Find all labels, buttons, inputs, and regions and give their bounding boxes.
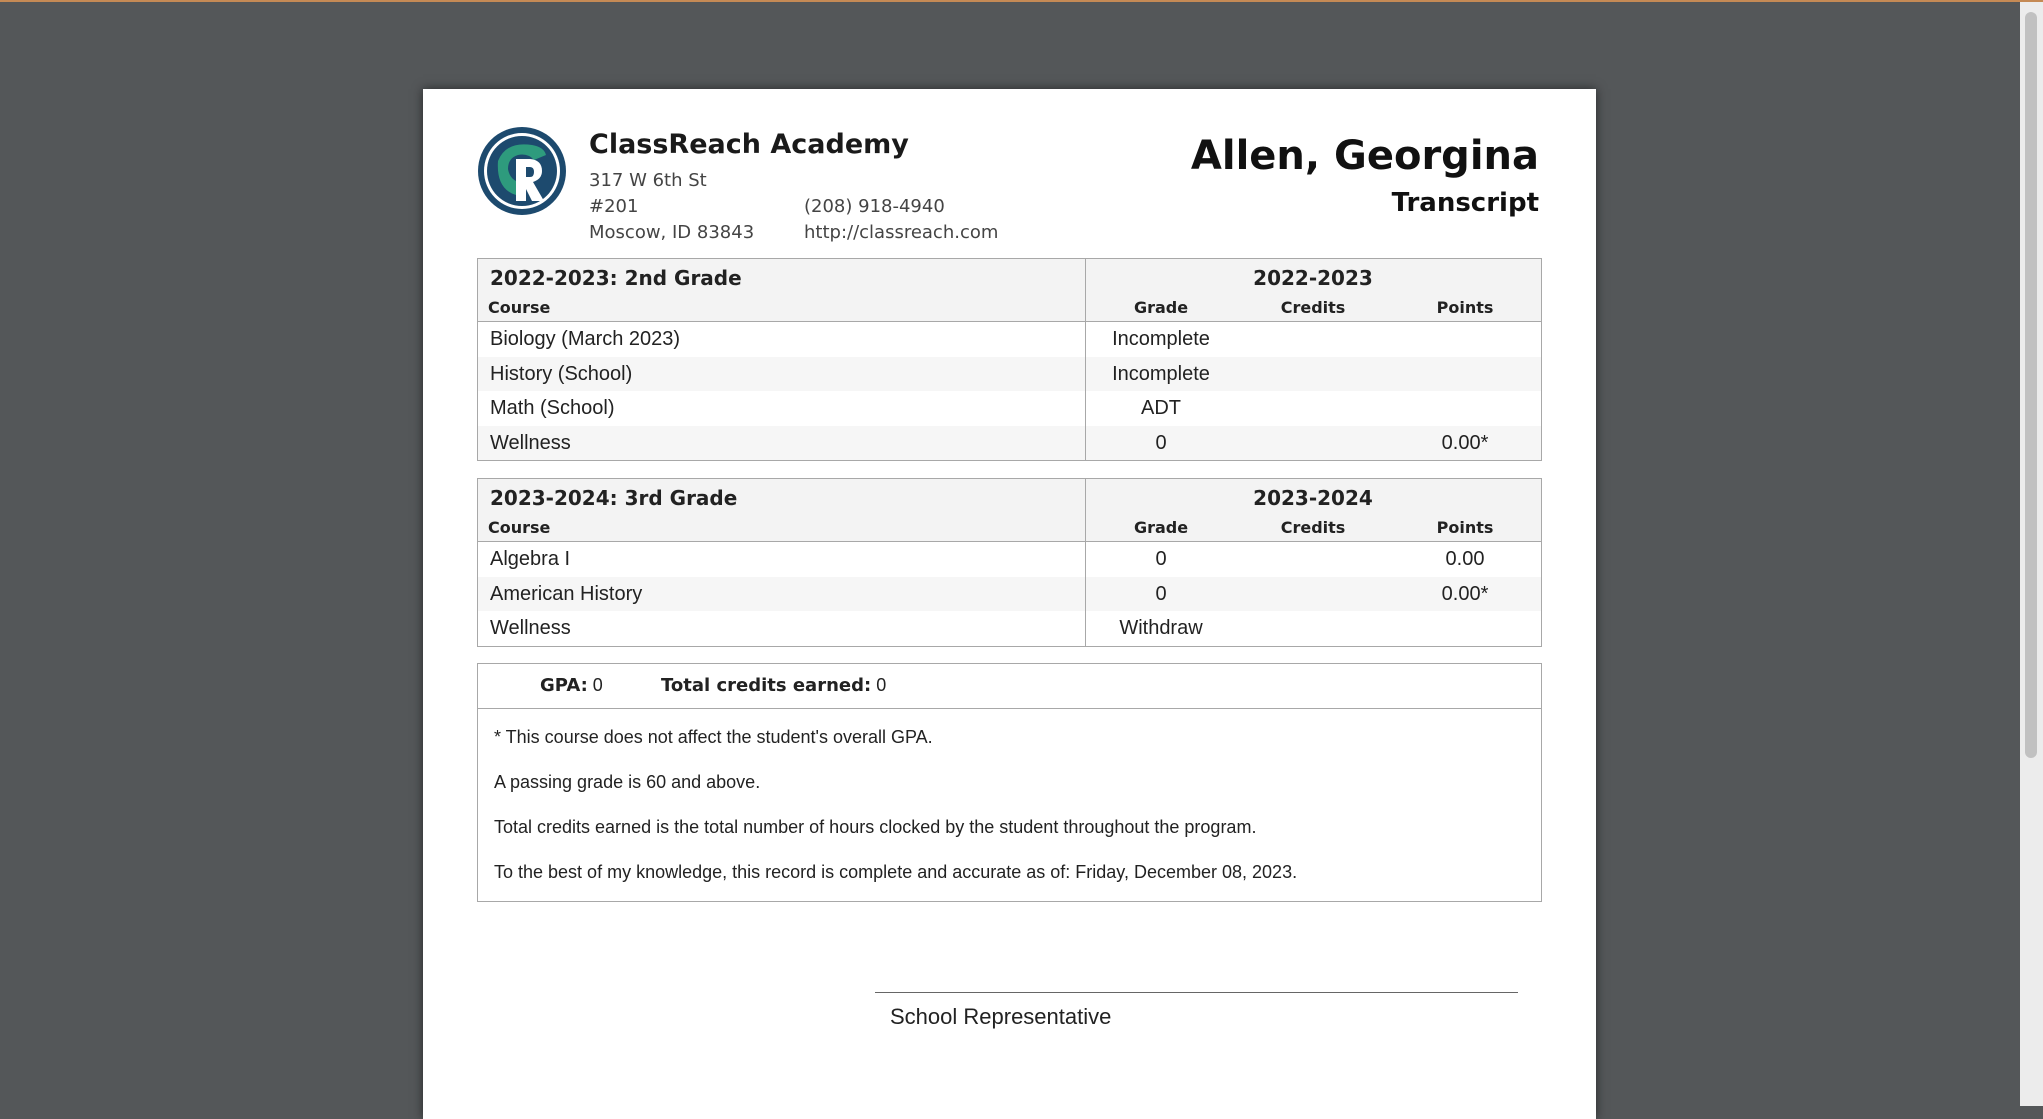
column-divider: [1085, 259, 1086, 460]
course-points: 0.00*: [1441, 582, 1489, 605]
table-row: [478, 542, 1541, 577]
summary-totals: [478, 664, 1541, 709]
course-grade: ADT: [1141, 397, 1181, 419]
course-grade: 0: [1155, 431, 1167, 454]
table-row: [478, 357, 1541, 392]
course-credits: [1237, 542, 1389, 577]
course-name: Algebra I: [490, 548, 571, 570]
school-phone: (208) 918-4940: [804, 196, 945, 217]
course-grade: 0: [1155, 582, 1167, 605]
school-address-line-1: 317 W 6th St: [589, 170, 707, 191]
course-credits: [1237, 426, 1389, 461]
year-section-title: 2023-2024: 3rd Grade: [490, 486, 738, 510]
school-website: http://classreach.com: [804, 222, 999, 243]
transcript-summary: [477, 663, 1542, 902]
total-credits-label: Total credits earned:: [661, 675, 872, 696]
course-credits: [1237, 611, 1389, 646]
points-column-header: Points: [1436, 298, 1494, 317]
course-credits: [1237, 322, 1389, 357]
total-credits-value: 0: [876, 675, 887, 695]
course-name: History (School): [490, 362, 633, 385]
scrollbar-thumb[interactable]: [2025, 12, 2037, 758]
document-title: Transcript: [1391, 188, 1539, 218]
gpa-label: GPA:: [540, 675, 588, 696]
grade-column-header: Grade: [1133, 518, 1189, 537]
window-top-border: [0, 0, 2043, 2]
school-logo-icon: [476, 125, 568, 217]
year-table-2022-2023: [477, 258, 1542, 461]
year-table-2023-2024: [477, 478, 1542, 647]
passing-grade-note: A passing grade is 60 and above.: [494, 772, 761, 792]
course-name: American History: [490, 582, 643, 605]
course-grade: Incomplete: [1112, 362, 1210, 385]
course-name: Wellness: [490, 617, 571, 639]
school-year-header: 2022-2023: [1253, 266, 1373, 290]
certification-note: To the best of my knowledge, this record is complete and accurate as of: Friday, December 08, 2023.: [494, 862, 1298, 882]
signature-label: School Representative: [890, 1004, 1112, 1029]
school-address-line-2: #201: [589, 196, 639, 217]
course-name: Wellness: [490, 431, 571, 454]
transcript-page: [423, 89, 1596, 1119]
course-points: 0.00: [1445, 548, 1485, 570]
course-grade: 0: [1155, 548, 1167, 570]
course-credits: [1237, 357, 1389, 392]
gpa-value: 0: [592, 675, 603, 695]
gpa-footnote: * This course does not affect the student's overall GPA.: [494, 727, 933, 747]
course-credits: [1237, 577, 1389, 612]
year-table-header: [478, 259, 1541, 322]
student-name: Allen, Georgina: [1190, 133, 1539, 179]
total-credits-summary: [661, 675, 886, 696]
course-grade: Withdraw: [1119, 617, 1203, 639]
table-row: [478, 426, 1541, 461]
course-points: [1389, 357, 1541, 392]
course-name: Biology (March 2023): [490, 328, 681, 350]
course-points: 0.00*: [1441, 431, 1489, 454]
column-divider: [1085, 479, 1086, 646]
year-table-header: [478, 479, 1541, 542]
table-row: [478, 611, 1541, 646]
course-name: Math (School): [490, 397, 615, 419]
credits-column-header: Credits: [1280, 518, 1346, 537]
school-year-header: 2023-2024: [1253, 486, 1373, 510]
course-points: [1389, 322, 1541, 357]
course-points: [1389, 391, 1541, 426]
course-credits: [1237, 391, 1389, 426]
course-column-header: Course: [488, 518, 551, 537]
course-grade: Incomplete: [1112, 328, 1210, 350]
school-address-line-3: Moscow, ID 83843: [589, 222, 755, 243]
course-points: [1389, 611, 1541, 646]
course-column-header: Course: [488, 298, 551, 317]
credits-column-header: Credits: [1280, 298, 1346, 317]
table-row: [478, 322, 1541, 357]
year-section-title: 2022-2023: 2nd Grade: [490, 266, 742, 290]
credits-explanation-note: Total credits earned is the total number of hours clocked by the student throughout the program.: [494, 817, 1257, 837]
table-row: [478, 577, 1541, 612]
gpa-summary: [540, 675, 603, 696]
school-name: ClassReach Academy: [589, 129, 909, 160]
signature-line: [875, 992, 1518, 993]
table-row: [478, 391, 1541, 426]
points-column-header: Points: [1436, 518, 1494, 537]
grade-column-header: Grade: [1133, 298, 1189, 317]
